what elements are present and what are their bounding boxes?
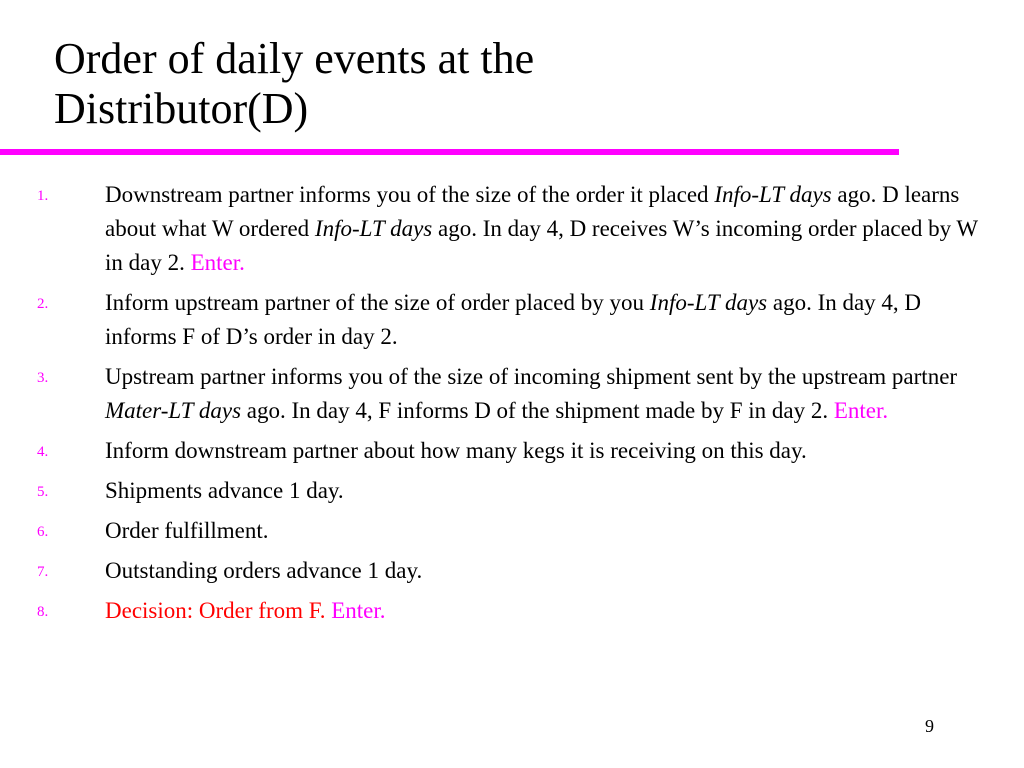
list-item-number: 5.	[37, 484, 49, 500]
list-item	[0, 594, 1024, 628]
list-item-text: ago. In day 4, F informs D of the shipment made by F in day 2.	[241, 398, 834, 423]
list-item	[0, 514, 1024, 548]
list-item	[0, 360, 1024, 428]
list-item	[0, 178, 1024, 280]
list-item-text: ago. D learns about what W ordered	[105, 182, 960, 241]
list-item-text: Outstanding orders advance 1 day.	[105, 558, 423, 583]
slide-title-line-1: Order of daily events at the	[54, 34, 535, 83]
list-item-text: ago. In day 4, D informs F of D’s order in day 2.	[105, 290, 922, 349]
list-item-italic-term: Info-LT days	[649, 290, 768, 315]
list-item-text: Downstream partner informs you of the size of the order it placed	[105, 182, 715, 207]
list-item	[0, 434, 1024, 468]
list-item-text: Inform upstream partner of the size of order placed by you	[105, 290, 650, 315]
slide-title	[54, 34, 954, 134]
list-item	[0, 286, 1024, 354]
list-item-italic-term: Mater-LT days	[105, 398, 242, 423]
event-list	[0, 178, 1024, 634]
list-item-number: 6.	[37, 524, 49, 540]
list-item-text: Shipments advance 1 day.	[105, 478, 344, 503]
slide-title-line-2: Distributor(D)	[54, 84, 309, 133]
list-item-number: 8.	[37, 604, 49, 620]
list-item	[0, 554, 1024, 588]
enter-keyword: Enter.	[833, 398, 889, 423]
list-item-number: 4.	[37, 444, 49, 460]
list-item-number: 3.	[37, 370, 49, 386]
list-item-text: Order fulfillment.	[105, 518, 269, 543]
title-underline-rule	[0, 149, 899, 155]
list-item-number: 1.	[37, 188, 49, 204]
list-item-number: 7.	[37, 564, 49, 580]
list-item-text: Inform downstream partner about how many kegs it is receiving on this day.	[105, 438, 807, 463]
list-item-italic-term: Info-LT days	[714, 182, 832, 207]
decision-text: Decision: Order from F.	[105, 598, 326, 623]
enter-keyword: Enter.	[331, 598, 386, 623]
list-item-number: 2.	[37, 296, 49, 312]
list-item-text: Upstream partner informs you of the size of incoming shipment sent by the upstream partner	[105, 364, 958, 389]
list-item	[0, 474, 1024, 508]
enter-keyword: Enter.	[190, 250, 245, 275]
list-item-text: ago. In day 4, D receives W’s incoming order placed by W in day 2.	[105, 216, 978, 275]
page-number: 9	[925, 716, 934, 736]
list-item-italic-term: Info-LT days	[314, 216, 433, 241]
